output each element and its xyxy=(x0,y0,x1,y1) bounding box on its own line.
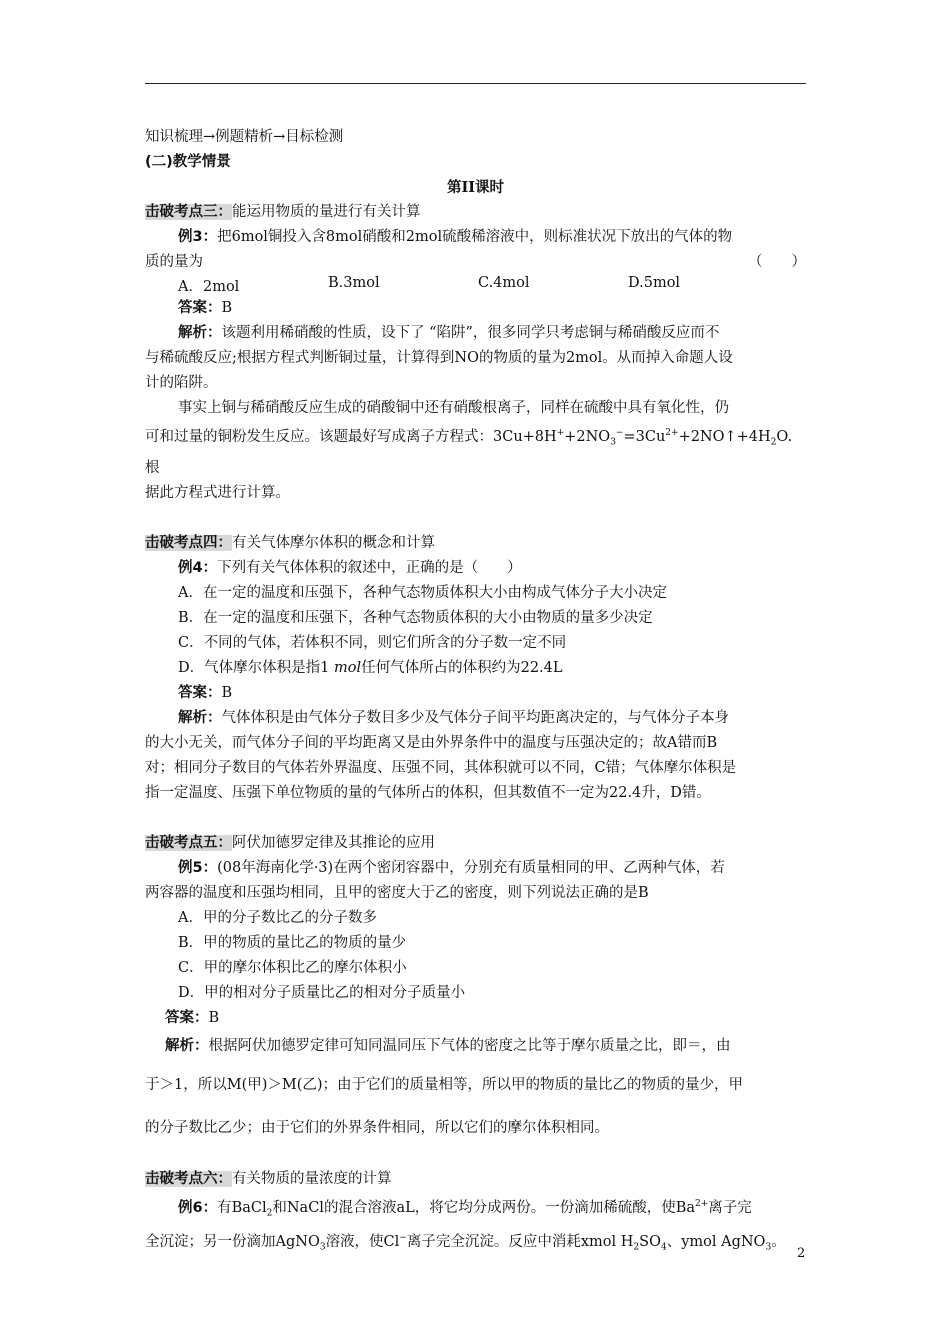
example3-analysis: 解析：该题利用稀硝酸的性质，设下了 “陷阱”，很多同学只考虑铜与稀硝酸反应而不 xyxy=(178,325,720,341)
section5-label: 击破考点五： xyxy=(145,834,232,851)
header-rule xyxy=(145,83,806,84)
example3-extra-line1: 事实上铜与稀硝酸反应生成的硝酸铜中还有硝酸根离子，同样在硫酸中具有氧化性，仍 xyxy=(178,400,729,416)
example3-extra-line3: 据此方程式进行计算。 xyxy=(145,484,290,501)
example4-analysis-line4: 指一定温度、压强下单位物质的量的气体所占的体积，但其数值不一定为22.4升，D错。 xyxy=(145,784,711,801)
page-content xyxy=(145,125,806,1261)
example3-answer: 答案：B xyxy=(178,300,233,316)
example6-text: 例6：有BaCl$_2$和NaCl的混合溶液aL，将它均分成两份。一份滴加稀硫酸，使$Ba^{2+}$离子完 xyxy=(178,1198,752,1219)
option-a: A．2mol xyxy=(178,279,240,295)
example4-answer: 答案：B xyxy=(178,684,233,701)
example4-text: 例4：下列有关气体体积的叙述中，正确的是（ ） xyxy=(178,559,522,576)
example5-option-a: A．甲的分子数比乙的分子数多 xyxy=(178,909,377,926)
section-title: (二)教学情景 xyxy=(145,154,231,170)
example5-analysis-line2: 于＞1，所以M(甲)＞M(乙)；由于它们的质量相等，所以甲的物质的量比乙的物质的量少，甲 xyxy=(145,1076,744,1093)
answer-bracket: （ ） xyxy=(748,254,806,270)
example3-extra-line2: 可和过量的铜粉发生反应。该题最好写成离子方程式：$3Cu+8H^++2NO_3^-=3Cu^{2+}+2NO↑+4H_2O$.根 xyxy=(145,428,793,476)
example5-text: 例5：(08年海南化学·3)在两个密闭容器中，分别充有质量相同的甲、乙两种气体，若 xyxy=(178,859,725,876)
example3-analysis-line3: 计的陷阱。 xyxy=(145,375,218,391)
example5-option-b: B．甲的物质的量比乙的物质的量少 xyxy=(178,934,407,951)
example6-text-cont: 全沉淀；另一份滴加AgNO$_3$溶液，使Cl−离子完全沉淀。反应中消耗xmol $H_2SO_4$、ymol AgNO$_3$。 xyxy=(145,1233,786,1254)
section5-heading: 击破考点五：阿伏加德罗定律及其推论的应用 xyxy=(145,834,435,851)
section4-heading: 击破考点四：有关气体摩尔体积的概念和计算 xyxy=(145,534,435,551)
nav-line: 知识梳理→例题精析→目标检测 xyxy=(145,129,344,145)
example4-analysis-line3: 对；相同分子数目的气体若外界温度、压强不同，其体积就可以不同，C错；气体摩尔体积是 xyxy=(145,759,737,776)
example5-option-d: D．甲的相对分子质量比乙的相对分子质量小 xyxy=(178,984,466,1001)
example4-option-d: D．气体摩尔体积是指1 mol任何气体所占的体积约为22.4L xyxy=(178,659,563,676)
lesson-title: 第II课时 xyxy=(446,179,505,196)
section4-label: 击破考点四： xyxy=(145,534,232,551)
example4-option-b: B．在一定的温度和压强下，各种气态物质体积的大小由物质的量多少决定 xyxy=(178,609,653,626)
example4-analysis-line2: 的大小无关，而气体分子间的平均距离又是由外界条件中的温度与压强决定的；故A错而B xyxy=(145,734,718,751)
page-number: 2 xyxy=(797,1246,806,1261)
example3-options xyxy=(145,275,806,296)
example4-option-c: C．不同的气体，若体积不同，则它们所含的分子数一定不同 xyxy=(178,634,567,651)
option-b: B.3mol xyxy=(328,275,380,291)
example5-text-cont: 两容器的温度和压强均相同，且甲的密度大于乙的密度，则下列说法正确的是B xyxy=(145,884,649,901)
example5-analysis: 解析：根据阿伏加德罗定律可知同温同压下气体的密度之比等于摩尔质量之比，即＝，由 xyxy=(165,1037,731,1054)
section3-label: 击破考点三： xyxy=(145,204,232,220)
example5-answer: 答案：B xyxy=(165,1009,220,1026)
section6-label: 击破考点六： xyxy=(145,1170,232,1187)
example5-analysis-line3: 的分子数比乙少；由于它们的外界条件相同，所以它们的摩尔体积相同。 xyxy=(145,1119,609,1136)
option-d: D.5mol xyxy=(628,275,681,291)
example3-analysis-line2: 与稀硫酸反应;根据方程式判断铜过量，计算得到NO的物质的量为2mol。从而掉入命题人设 xyxy=(145,350,733,366)
example4-analysis: 解析：气体体积是由气体分子数目多少及气体分子间平均距离决定的，与气体分子本身 xyxy=(178,709,729,726)
option-c: C.4mol xyxy=(478,275,530,291)
example4-option-a: A．在一定的温度和压强下，各种气态物质体积大小由构成气体分子大小决定 xyxy=(178,584,667,601)
example5-option-c: C．甲的摩尔体积比乙的摩尔体积小 xyxy=(178,959,407,976)
example3-text-cont: 质的量为 （ ） xyxy=(145,250,806,275)
section3-heading: 击破考点三：能运用物质的量进行有关计算 xyxy=(145,204,421,220)
example3-text: 例3：把6mol铜投入含8mol硝酸和2mol硫酸稀溶液中，则标准状况下放出的气体的物 xyxy=(178,229,733,245)
section6-heading: 击破考点六：有关物质的量浓度的计算 xyxy=(145,1170,392,1187)
